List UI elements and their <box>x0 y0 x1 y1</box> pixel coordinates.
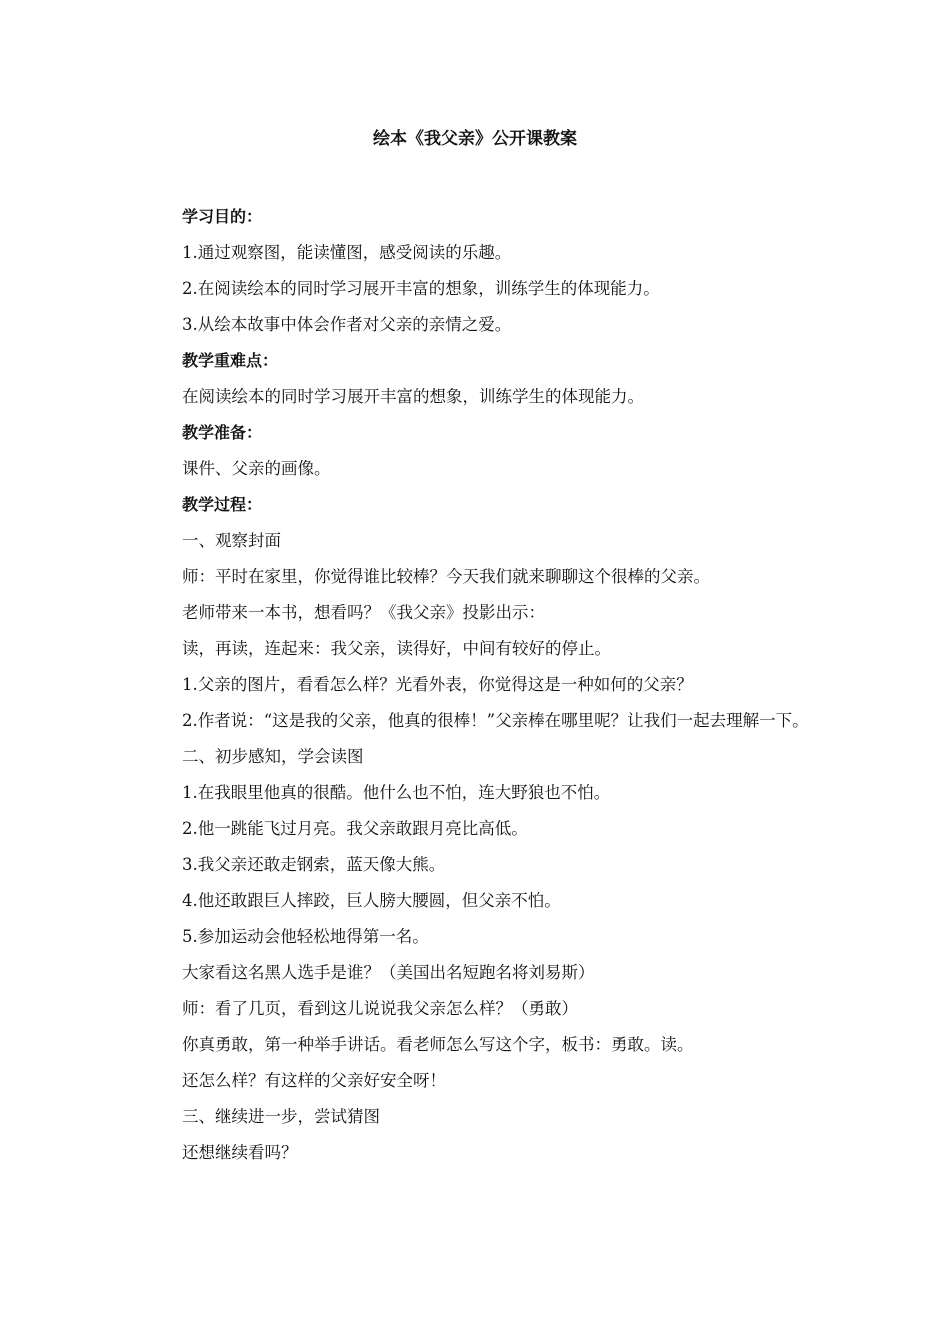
section-heading: 教学准备： <box>182 423 263 442</box>
paragraph: 2.作者说：“这是我的父亲，他真的很棒！”父亲棒在哪里呢？让我们一起去理解一下。 <box>182 711 809 730</box>
paragraph: 师：看了几页，看到这儿说说我父亲怎么样？（勇敢） <box>182 999 578 1018</box>
paragraph: 课件、父亲的画像。 <box>182 459 331 478</box>
section-heading: 教学过程： <box>182 495 263 514</box>
paragraph: 师：平时在家里，你觉得谁比较棒？今天我们就来聊聊这个很棒的父亲。 <box>182 567 710 586</box>
paragraph: 2.他一跳能飞过月亮。我父亲敢跟月亮比高低。 <box>182 819 528 838</box>
document-title: 绘本《我父亲》公开课教案 <box>373 129 577 149</box>
paragraph: 大家看这名黑人选手是谁？（美国出名短跑名将刘易斯） <box>182 963 595 982</box>
paragraph: 老师带来一本书，想看吗？《我父亲》投影出示： <box>182 603 545 622</box>
paragraph: 三、继续进一步，尝试猜图 <box>182 1107 380 1126</box>
paragraph: 2.在阅读绘本的同时学习展开丰富的想象，训练学生的体现能力。 <box>182 279 660 298</box>
paragraph: 还想继续看吗？ <box>182 1143 298 1162</box>
paragraph: 一、观察封面 <box>182 531 281 550</box>
paragraph: 1.在我眼里他真的很酷。他什么也不怕，连大野狼也不怕。 <box>182 783 611 802</box>
paragraph: 4.他还敢跟巨人摔跤，巨人膀大腰圆，但父亲不怕。 <box>182 891 561 910</box>
paragraph: 5.参加运动会他轻松地得第一名。 <box>182 927 429 946</box>
paragraph: 3.从绘本故事中体会作者对父亲的亲情之爱。 <box>182 315 512 334</box>
paragraph: 3.我父亲还敢走钢索，蓝天像大熊。 <box>182 855 446 874</box>
paragraph: 在阅读绘本的同时学习展开丰富的想象，训练学生的体现能力。 <box>182 387 644 406</box>
paragraph: 读，再读，连起来：我父亲，读得好，中间有较好的停止。 <box>182 639 611 658</box>
paragraph: 1.通过观察图，能读懂图，感受阅读的乐趣。 <box>182 243 512 262</box>
paragraph: 你真勇敢，第一种举手讲话。看老师怎么写这个字，板书：勇敢。读。 <box>182 1035 694 1054</box>
paragraph: 还怎么样？有这样的父亲好安全呀！ <box>182 1071 446 1090</box>
paragraph: 1.父亲的图片，看看怎么样？光看外表，你觉得这是一种如何的父亲？ <box>182 675 693 694</box>
section-heading: 教学重难点： <box>182 351 279 370</box>
section-heading: 学习目的： <box>182 207 263 226</box>
paragraph: 二、初步感知，学会读图 <box>182 747 364 766</box>
document-body <box>145 199 810 1171</box>
